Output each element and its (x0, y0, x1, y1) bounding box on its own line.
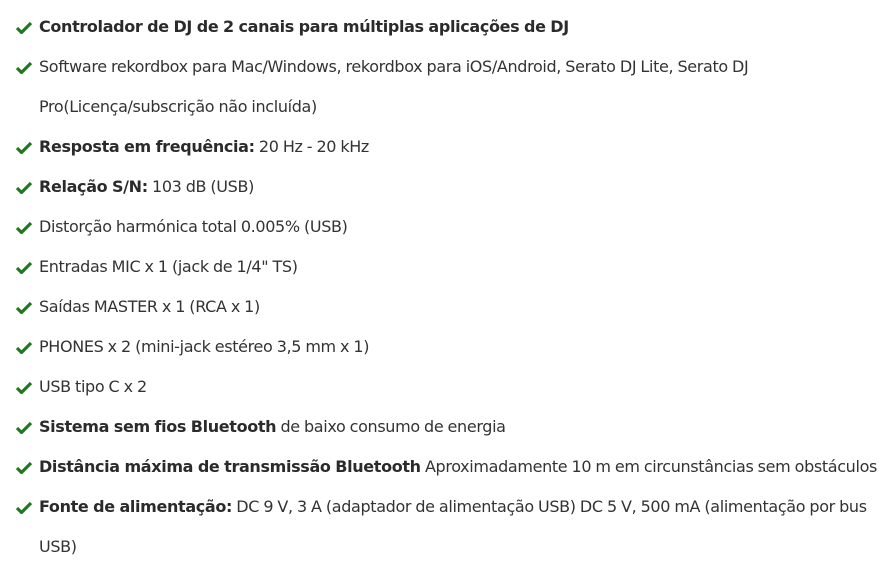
spec-label: Fonte de alimentação: (39, 497, 233, 516)
check-icon (16, 341, 32, 354)
spec-label: Controlador de DJ de 2 canais para múltiplas aplicações de DJ (39, 17, 569, 36)
spec-list (14, 7, 880, 567)
spec-item-software (14, 47, 880, 127)
check-icon (16, 21, 32, 34)
spec-value: de baixo consumo de energia (276, 417, 506, 436)
spec-value: Software rekordbox para Mac/Windows, rekordbox para iOS/Android, Serato DJ Lite, Serato DJ Pro(Licença/subscrição não incluída) (39, 57, 749, 116)
spec-value: USB tipo C x 2 (39, 377, 147, 396)
spec-value: Aproximadamente 10 m em circunstâncias sem obstáculos (420, 457, 877, 476)
spec-value: 20 Hz - 20 kHz (254, 137, 369, 156)
check-icon (16, 141, 32, 154)
spec-label: Resposta em frequência: (39, 137, 255, 156)
spec-label: Distância máxima de transmissão Bluetooth (39, 457, 421, 476)
spec-label: Sistema sem fios Bluetooth (39, 417, 277, 436)
check-icon (16, 381, 32, 394)
check-icon (16, 261, 32, 274)
spec-value: Entradas MIC x 1 (jack de 1/4" TS) (39, 257, 298, 276)
spec-value: Saídas MASTER x 1 (RCA x 1) (39, 297, 260, 316)
check-icon (16, 61, 32, 74)
check-icon (16, 421, 32, 434)
spec-item-bluetooth-range (14, 447, 880, 487)
spec-item-bluetooth (14, 407, 880, 447)
spec-item-usb-c (14, 367, 880, 407)
spec-item-frequency-response (14, 127, 880, 167)
check-icon (16, 461, 32, 474)
spec-value: 103 dB (USB) (147, 177, 254, 196)
spec-item-sn-ratio (14, 167, 880, 207)
spec-item-phones (14, 327, 880, 367)
check-icon (16, 221, 32, 234)
spec-item-dj-controller (14, 7, 880, 47)
check-icon (16, 181, 32, 194)
spec-item-mic-inputs (14, 247, 880, 287)
spec-value: PHONES x 2 (mini-jack estéreo 3,5 mm x 1) (39, 337, 370, 356)
check-icon (16, 301, 32, 314)
spec-label: Relação S/N: (39, 177, 148, 196)
check-icon (16, 501, 32, 514)
spec-item-thd (14, 207, 880, 247)
spec-item-master-outputs (14, 287, 880, 327)
spec-item-power-supply (14, 487, 880, 567)
spec-value: Distorção harmónica total 0.005% (USB) (39, 217, 348, 236)
spec-value: DC 9 V, 3 A (adaptador de alimentação USB) DC 5 V, 500 mA (alimentação por bus USB) (39, 497, 867, 556)
